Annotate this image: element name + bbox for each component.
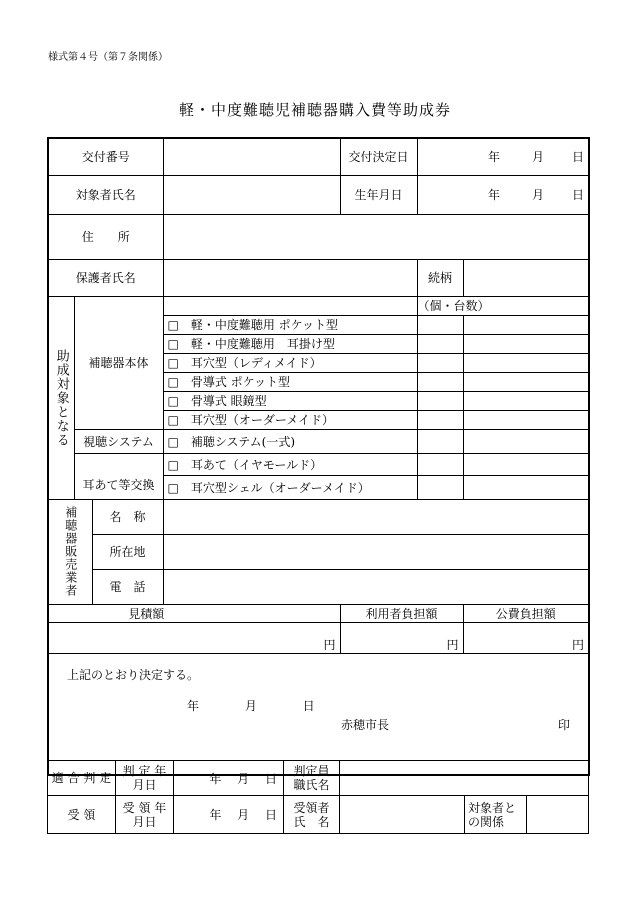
guardian-name-field[interactable] <box>163 259 417 296</box>
user-burden-label: 利用者負担額 <box>340 604 463 622</box>
item-bone-pocket[interactable]: □ 骨導式 ポケット型 <box>163 372 417 391</box>
month-label: 月 <box>531 188 544 202</box>
qty-field[interactable] <box>417 475 463 499</box>
relationship-field[interactable] <box>463 259 589 296</box>
subsidy-target-label: 助成対象となる <box>48 296 74 499</box>
month-label: 月 <box>237 808 250 822</box>
issue-decision-date-field[interactable] <box>417 138 589 175</box>
receiver-name-label: 受領者 氏 名 <box>284 796 340 834</box>
day-label: 日 <box>302 698 315 713</box>
dealer-name-field[interactable] <box>163 499 589 534</box>
decision-date[interactable] <box>145 697 570 714</box>
qty-field[interactable] <box>417 334 463 353</box>
month-label: 月 <box>244 698 257 713</box>
unit-note: （個・台数） <box>417 296 589 315</box>
suitability-label: 適 合 判 定 <box>48 761 116 796</box>
year-label: 年 <box>209 771 222 786</box>
subject-name-label: 対象者氏名 <box>48 175 163 214</box>
issue-decision-date-label: 交付決定日 <box>340 138 417 175</box>
judge-name-field[interactable] <box>340 761 589 796</box>
qty-field[interactable] <box>463 372 589 391</box>
day-label: 日 <box>264 771 277 786</box>
judgment-date-field[interactable] <box>174 761 284 796</box>
qty-field[interactable] <box>463 410 589 429</box>
day-label: 日 <box>571 188 584 202</box>
dealer-address-field[interactable] <box>163 534 589 569</box>
qty-field[interactable] <box>463 475 589 499</box>
address-field[interactable] <box>163 214 589 259</box>
day-label: 日 <box>264 808 277 822</box>
day-label: 日 <box>571 150 584 165</box>
subsidy-voucher-table <box>47 137 590 776</box>
item-listening-system[interactable]: □ 補聴システム(一式) <box>163 429 417 453</box>
page-title: 軽・中度難聴児補聴器購入費等助成券 <box>178 101 451 119</box>
address-label: 住 所 <box>48 214 163 259</box>
yen-label: 円 <box>446 637 459 652</box>
relation-field[interactable] <box>527 796 589 834</box>
relationship-label: 続柄 <box>417 259 463 296</box>
qty-field[interactable] <box>417 391 463 410</box>
judgment-receipt-table <box>47 760 589 834</box>
year-label: 年 <box>487 188 500 202</box>
qty-field[interactable] <box>417 453 463 475</box>
subject-name-field[interactable] <box>163 175 340 214</box>
month-label: 月 <box>531 150 544 165</box>
public-burden-field[interactable] <box>463 622 589 653</box>
qty-field[interactable] <box>463 334 589 353</box>
year-label: 年 <box>186 698 199 713</box>
year-label: 年 <box>209 808 222 822</box>
qty-field[interactable] <box>417 429 463 453</box>
form-number: 様式第４号（第７条関係） <box>48 52 168 63</box>
qty-field[interactable] <box>417 410 463 429</box>
decision-text: 上記のとおり決定する。 <box>67 667 200 682</box>
qty-field[interactable] <box>417 353 463 372</box>
item-in-ear-shell[interactable]: □ 耳穴型シェル（オーダーメイド） <box>163 475 417 499</box>
qty-field[interactable] <box>463 453 589 475</box>
yen-label: 円 <box>323 637 336 652</box>
dealer-address-label: 所在地 <box>92 534 163 569</box>
public-burden-label: 公費負担額 <box>463 604 589 622</box>
birth-date-label: 生年月日 <box>340 175 417 214</box>
item-earmold[interactable]: □ 耳あて（イヤモールド） <box>163 453 417 475</box>
user-burden-field[interactable] <box>340 622 463 653</box>
judgment-date-label: 判 定 年月日 <box>116 761 174 796</box>
issue-number-field[interactable] <box>163 138 340 175</box>
judge-name-label: 判定員 職氏名 <box>284 761 340 796</box>
hearing-aid-body-label: 補聴器本体 <box>74 296 163 429</box>
relation-label: 対象者と の関係 <box>465 796 527 834</box>
listening-system-label: 視聴システム <box>74 429 163 453</box>
qty-field[interactable] <box>463 391 589 410</box>
dealer-label: 補聴器販売業者 <box>48 499 92 604</box>
issue-number-label: 交付番号 <box>48 138 163 175</box>
year-label: 年 <box>487 150 500 165</box>
item-pocket-type[interactable]: □ 軽・中度難聴用 ポケット型 <box>163 315 417 334</box>
dealer-phone-label: 電 話 <box>92 569 163 604</box>
estimate-field[interactable] <box>48 622 340 653</box>
yen-label: 円 <box>571 637 584 652</box>
birth-date-field[interactable] <box>417 175 589 214</box>
qty-field[interactable] <box>463 315 589 334</box>
decision-block <box>48 653 589 775</box>
qty-field[interactable] <box>417 372 463 391</box>
receipt-date-label: 受 領 年月日 <box>116 796 174 834</box>
month-label: 月 <box>237 771 250 786</box>
item-in-ear-ready-made[interactable]: □ 耳穴型（レディメイド） <box>163 353 417 372</box>
receipt-label: 受 領 <box>48 796 116 834</box>
seal-label: 印 <box>557 717 570 732</box>
receipt-date-field[interactable] <box>174 796 284 834</box>
estimate-label: 見積額 <box>48 604 340 622</box>
qty-field[interactable] <box>463 429 589 453</box>
guardian-name-label: 保護者氏名 <box>48 259 163 296</box>
receiver-name-field[interactable] <box>340 796 465 834</box>
item-ear-hook-type[interactable]: □ 軽・中度難聴用 耳掛け型 <box>163 334 417 353</box>
mayor-label: 赤穂市長 <box>341 717 390 732</box>
item-bone-glasses[interactable]: □ 骨導式 眼鏡型 <box>163 391 417 410</box>
qty-field[interactable] <box>463 353 589 372</box>
earmold-exchange-label: 耳あて等交換 <box>74 453 163 499</box>
item-in-ear-custom[interactable]: □ 耳穴型（オーダーメイド） <box>163 410 417 429</box>
mayor-line <box>67 716 570 733</box>
dealer-name-label: 名 称 <box>92 499 163 534</box>
qty-field[interactable] <box>417 315 463 334</box>
dealer-phone-field[interactable] <box>163 569 589 604</box>
